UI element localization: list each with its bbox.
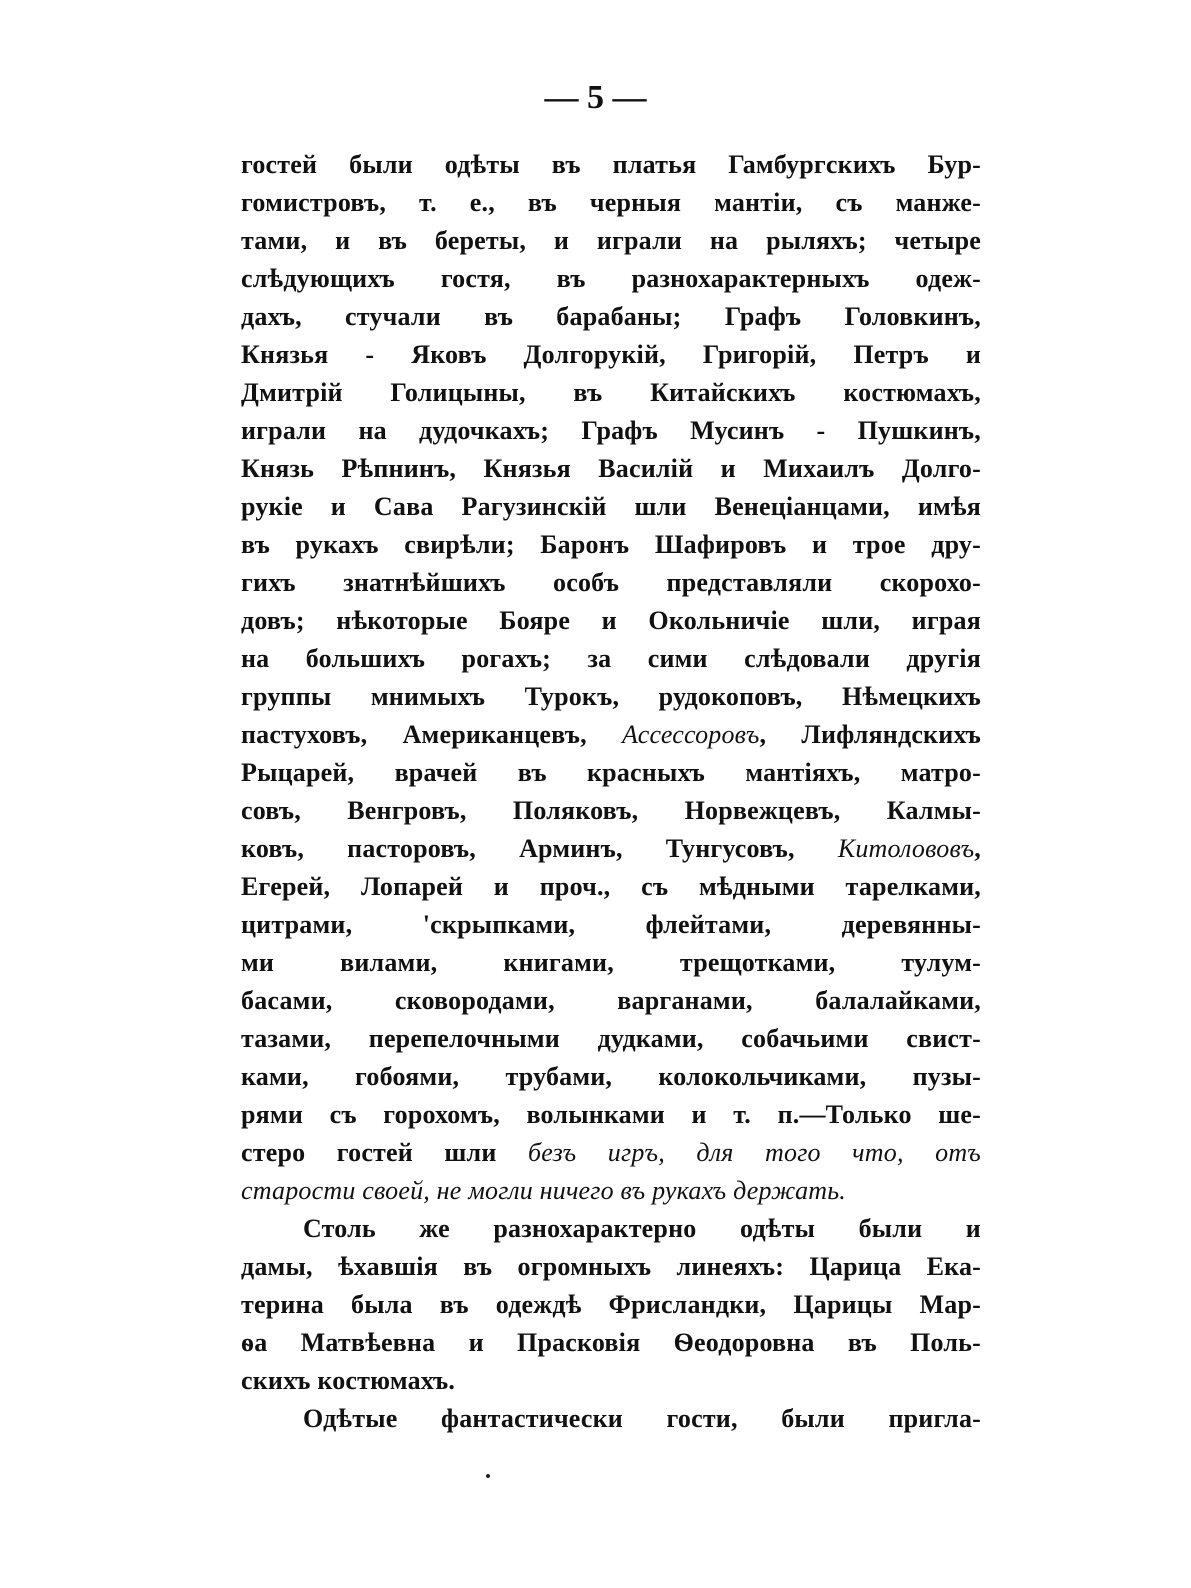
text-segment: цитрами, 'скрыпками, флейтами, деревянны-	[241, 910, 981, 939]
paragraph	[241, 1400, 981, 1438]
text-segment: тазами, перепелочными дудками, собачьими свист-	[241, 1024, 981, 1053]
text-segment: гостей были одѣты въ платья Гамбургскихъ Бур-	[241, 150, 981, 179]
text-line	[241, 1210, 981, 1248]
text-segment: Дмитрій Голицыны, въ Китайскихъ костюмахъ,	[241, 378, 981, 407]
text-segment: ѳа Матвѣевна и Прасковія Ѳеодоровна въ Поль-	[241, 1328, 981, 1357]
text-line	[241, 260, 981, 298]
text-line	[241, 640, 981, 678]
text-line	[241, 146, 981, 184]
italic-text: безъ игръ, для того что, отъ	[527, 1138, 981, 1167]
ink-speck	[486, 1474, 490, 1478]
text-segment: Столь же разнохарактерно одѣты были и	[303, 1214, 981, 1243]
text-segment: басами, сковородами, варганами, балалайками,	[241, 986, 981, 1015]
text-line	[241, 1172, 981, 1210]
text-line	[241, 1324, 981, 1362]
text-segment: Егерей, Лопарей и проч., съ мѣдными тарелками,	[241, 872, 981, 901]
text-segment: Одѣтые фантастически гости, были пригла-	[303, 1404, 981, 1433]
text-line	[241, 1134, 981, 1172]
text-segment: довъ; нѣкоторые Бояре и Окольничіе шли, играя	[241, 606, 981, 635]
text-segment: терина была въ одеждѣ Фрисландки, Царицы Мар-	[241, 1290, 981, 1319]
text-line	[241, 1058, 981, 1096]
italic-text: старости своей, не могли ничего въ рукахъ держать.	[241, 1176, 846, 1205]
text-line	[241, 564, 981, 602]
text-segment: , Лифляндскихъ	[759, 720, 981, 749]
text-segment: ми вилами, книгами, трещотками, тулум-	[241, 948, 981, 977]
text-line	[241, 450, 981, 488]
paragraph	[241, 1210, 981, 1400]
text-segment: Князь Рѣпнинъ, Князья Василій и Михаилъ Долго-	[241, 454, 981, 483]
text-segment: рями съ горохомъ, волынками и т. п.—Только ше-	[241, 1100, 981, 1129]
text-line	[241, 754, 981, 792]
text-segment: Рыцарей, врачей въ красныхъ мантіяхъ, матро-	[241, 758, 981, 787]
text-segment: стеро гостей шли	[241, 1138, 528, 1167]
text-line	[241, 526, 981, 564]
text-line	[241, 830, 981, 868]
text-segment: слѣдующихъ гостя, въ разнохарактерныхъ одеж-	[241, 264, 981, 293]
text-line	[241, 1362, 981, 1400]
text-segment: рукіе и Сава Рагузинскій шли Венеціанцами, имѣя	[241, 492, 981, 521]
text-line	[241, 1286, 981, 1324]
text-segment: въ рукахъ свирѣли; Баронъ Шафировъ и трое дру-	[241, 530, 981, 559]
text-segment: гомистровъ, т. е., въ черныя мантіи, съ манже-	[241, 188, 981, 217]
text-line	[241, 1020, 981, 1058]
text-segment: группы мнимыхъ Турокъ, рудокоповъ, Нѣмецкихъ	[241, 682, 981, 711]
text-segment: гихъ знатнѣйшихъ особъ представляли скорохо-	[241, 568, 981, 597]
text-segment: ками, гобоями, трубами, колокольчиками, пузы-	[241, 1062, 981, 1091]
text-line	[241, 602, 981, 640]
text-line	[241, 298, 981, 336]
text-line	[241, 1248, 981, 1286]
text-line	[241, 1400, 981, 1438]
text-line	[241, 222, 981, 260]
text-line	[241, 868, 981, 906]
text-line	[241, 944, 981, 982]
text-line	[241, 488, 981, 526]
italic-text: Китолововъ	[837, 834, 975, 863]
text-segment: Князья - Яковъ Долгорукій, Григорій, Петръ и	[241, 340, 981, 369]
text-line	[241, 716, 981, 754]
text-segment: тами, и въ береты, и играли на рыляхъ; четыре	[241, 226, 981, 255]
text-line	[241, 792, 981, 830]
text-segment: дамы, ѣхавшія въ огромныхъ линеяхъ: Царица Ека-	[241, 1252, 981, 1281]
paragraph	[241, 146, 981, 1210]
page-number: — 5 —	[544, 79, 647, 116]
text-segment: ,	[974, 834, 981, 863]
text-line	[241, 184, 981, 222]
text-line	[241, 374, 981, 412]
text-line	[241, 336, 981, 374]
body-text	[241, 146, 981, 1438]
text-segment: пастуховъ, Американцевъ,	[241, 720, 623, 749]
text-segment: совъ, Венгровъ, Поляковъ, Норвежцевъ, Калмы-	[241, 796, 981, 825]
text-segment: дахъ, стучали въ барабаны; Графъ Головкинъ,	[241, 302, 981, 331]
text-line	[241, 906, 981, 944]
text-segment: играли на дудочкахъ; Графъ Мусинъ - Пушкинъ,	[241, 416, 981, 445]
text-segment: скихъ костюмахъ.	[241, 1366, 456, 1395]
text-segment: на большихъ рогахъ; за сими слѣдовали другія	[241, 644, 981, 673]
text-line	[241, 982, 981, 1020]
text-line	[241, 678, 981, 716]
text-segment: ковъ, пасторовъ, Арминъ, Тунгусовъ,	[241, 834, 838, 863]
text-line	[241, 1096, 981, 1134]
italic-text: Ассессоровъ	[622, 720, 760, 749]
text-line	[241, 412, 981, 450]
